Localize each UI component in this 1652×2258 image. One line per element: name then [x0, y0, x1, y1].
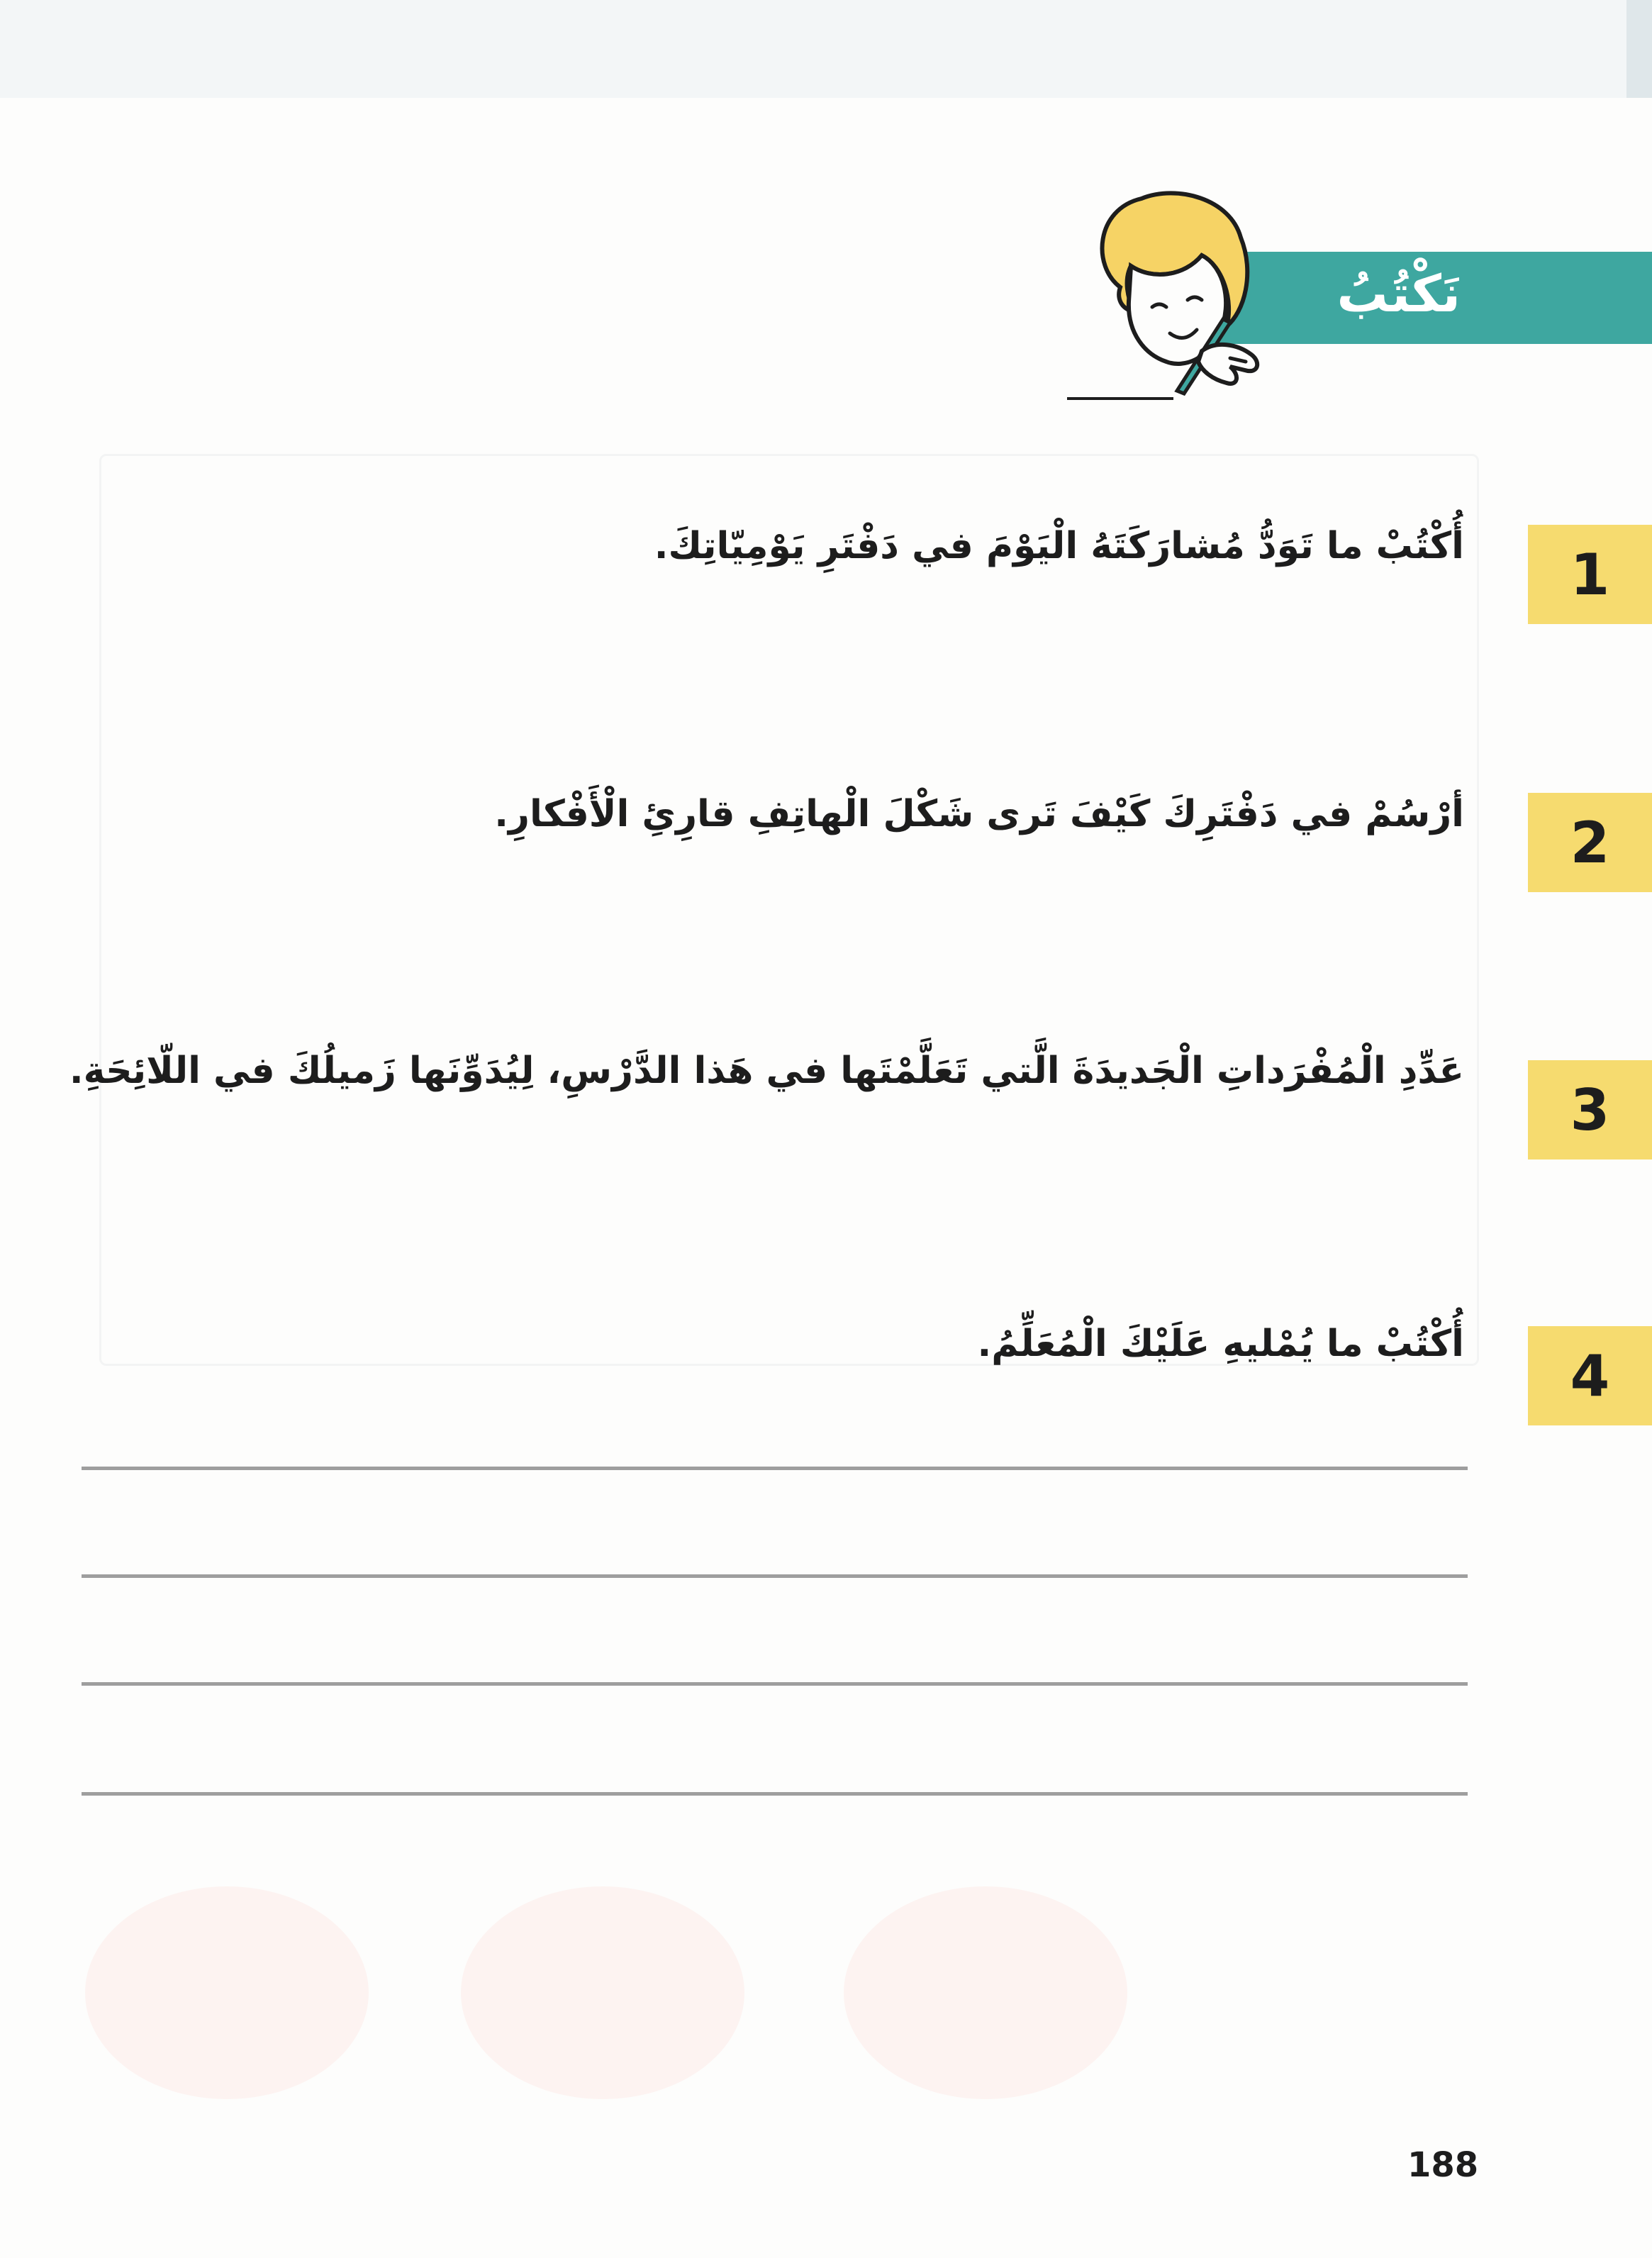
- task-instruction: أُكْتُبْ ما يُمْليهِ عَلَيْكَ الْمُعَلِّمُ.: [977, 1323, 1464, 1365]
- task-number: 1: [1570, 541, 1610, 608]
- show-through-circle: [85, 1886, 369, 2099]
- task-instruction: أرْسُمْ في دَفْتَرِكَ كَيْفَ تَرى شَكْلَ الْهاتِفِ قارِئِ الْأَفْكارِ.: [494, 793, 1464, 835]
- show-through-circle: [844, 1886, 1127, 2099]
- section-title: نَكْتُبُ: [1336, 264, 1461, 323]
- top-strip: [0, 0, 1652, 98]
- task-number-box: [1528, 1060, 1652, 1159]
- show-through-background: [99, 454, 1479, 1366]
- task-number-box: [1528, 525, 1652, 624]
- task-number: 2: [1570, 809, 1610, 876]
- task-number: 4: [1570, 1342, 1610, 1409]
- writing-line[interactable]: [82, 1682, 1468, 1686]
- girl-writing-with-pencil-icon: [1078, 181, 1269, 401]
- task-instruction: أُكْتُبْ ما تَوَدُّ مُشارَكَتَهُ الْيَوْمَ في دَفْتَرِ يَوْمِيّاتِكَ.: [654, 525, 1464, 567]
- show-through-circle: [461, 1886, 744, 2099]
- mascot-underline: [1067, 397, 1173, 400]
- task-number-box: [1528, 793, 1652, 892]
- task-number: 3: [1570, 1077, 1610, 1143]
- writing-line[interactable]: [82, 1574, 1468, 1578]
- task-instruction: عَدِّدِ الْمُفْرَداتِ الْجَديدَةَ الَّتي تَعَلَّمْتَها في هَذا الدَّرْسِ، لِيُدَوِّنَها زَميلُكَ في اللّائِحَةِ.: [69, 1050, 1464, 1092]
- writing-line[interactable]: [82, 1792, 1468, 1796]
- writing-line[interactable]: [82, 1467, 1468, 1470]
- edge-tab: [1626, 0, 1652, 98]
- page-number: 188: [1407, 2145, 1479, 2185]
- task-number-box: [1528, 1326, 1652, 1425]
